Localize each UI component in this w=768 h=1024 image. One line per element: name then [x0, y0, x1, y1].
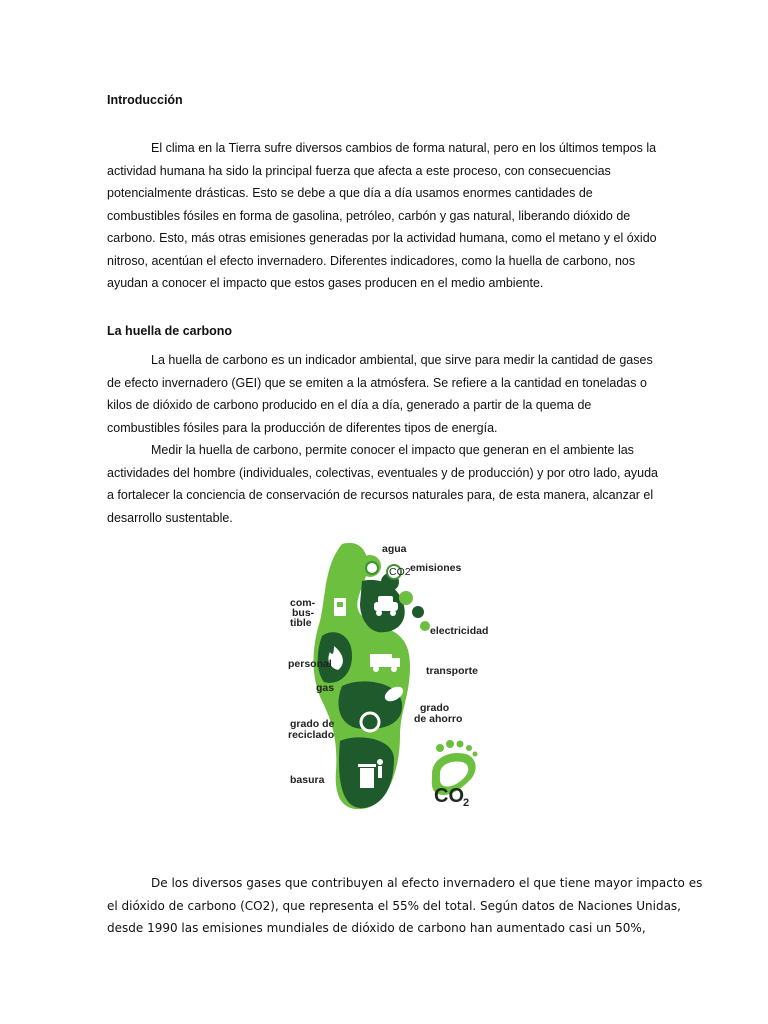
huella-line: kilos de dióxido de carbono producido en el día a día, generado a partir de la quema de — [107, 398, 592, 412]
label-personal: personal — [288, 658, 332, 670]
footprint-illustration — [282, 536, 496, 818]
intro-line: potencialmente drásticas. Esto se debe a que día a día usamos enormes cantidades de — [107, 186, 593, 200]
label-agua: agua — [382, 543, 407, 555]
lightning-icon — [404, 624, 414, 646]
gases-line: el dióxido de carbono (CO2), que representa el 55% del total. Según datos de Naciones Unidas, — [107, 898, 681, 913]
huella-line: La huella de carbono es un indicador ambiental, que sirve para medir la cantidad de gases — [151, 353, 653, 367]
huella-line: Medir la huella de carbono, permite conocer el impacto que generan en el ambiente las — [151, 443, 634, 457]
label-transporte: transporte — [426, 665, 478, 677]
intro-paragraph — [107, 137, 663, 295]
label-electricidad: electricidad — [430, 625, 489, 637]
intro-line: actividad humana ha sido la principal fuerza que afecta a este proceso, con consecuencias — [107, 163, 611, 178]
intro-line: ayudan a conocer el impacto que estos gases producen en el medio ambiente. — [107, 276, 544, 290]
label-gas: gas — [316, 682, 335, 694]
fuel-pump-icon — [334, 598, 346, 616]
gases-line: De los diversos gases que contribuyen al efecto invernadero el que tiene mayor impacto es — [151, 876, 703, 890]
huella-line: combustibles fósiles para la producción de diferentes tipos de energía. — [107, 420, 498, 435]
huella-heading: La huella de carbono — [107, 324, 233, 338]
label-grado-ahorro-2: de ahorro — [414, 713, 463, 725]
toe — [399, 591, 413, 605]
label-combustible-1: com- — [290, 597, 316, 609]
huella-paragraph-1 — [107, 349, 663, 439]
intro-line: nitroso, acentúan el efecto invernadero. Diferentes indicadores, como la huella de carbono, nos — [107, 253, 636, 268]
co2-bubble-label: CO2 — [389, 566, 411, 578]
toe — [412, 606, 424, 618]
water-drop-icon — [366, 562, 378, 574]
gases-line: desde 1990 las emisiones mundiales de dióxido de carbono han aumentado casi un 50%, — [107, 921, 646, 935]
intro-line: combustibles fósiles en forma de gasolina, petróleo, carbón y gas natural, liberando dióxido de — [107, 208, 631, 223]
label-grado-ahorro-1: grado — [420, 702, 450, 714]
gases-paragraph — [107, 872, 703, 940]
label-grado-reciclado-1: grado de — [290, 718, 335, 730]
intro-heading: Introducción — [107, 93, 183, 107]
label-combustible-3: tible — [290, 617, 312, 629]
label-emisiones: emisiones — [410, 562, 462, 574]
huella-line: de efecto invernadero (GEI) que se emiten a la atmósfera. Se refiere a la cantidad en toneladas o — [107, 375, 647, 390]
carbon-footprint-figure — [282, 536, 496, 818]
intro-line: El clima en la Tierra sufre diversos cambios de forma natural, pero en los últimos tempos la — [151, 141, 657, 155]
huella-paragraph-2 — [107, 439, 663, 529]
huella-line: a fortalecer la conciencia de conservación de recursos naturales para, de esta manera, alcanzar el — [107, 488, 654, 502]
toe — [420, 621, 430, 631]
label-grado-reciclado-2: reciclado — [288, 729, 335, 741]
huella-line: actividades del hombre (individuales, colectivas, eventuales y de producción) y por otro lado, ayuda — [107, 465, 659, 480]
co2-logo-subscript: 2 — [463, 797, 470, 809]
label-combustible-2: bus- — [292, 607, 315, 619]
intro-line: carbono. Esto, más otras emisiones generadas por la actividad humana, como el metano y el óxido — [107, 231, 657, 245]
label-basura: basura — [290, 774, 325, 786]
co2-footprint-logo — [432, 740, 478, 809]
huella-line: desarrollo sustentable. — [107, 510, 233, 525]
co2-logo-text: CO — [434, 785, 464, 807]
